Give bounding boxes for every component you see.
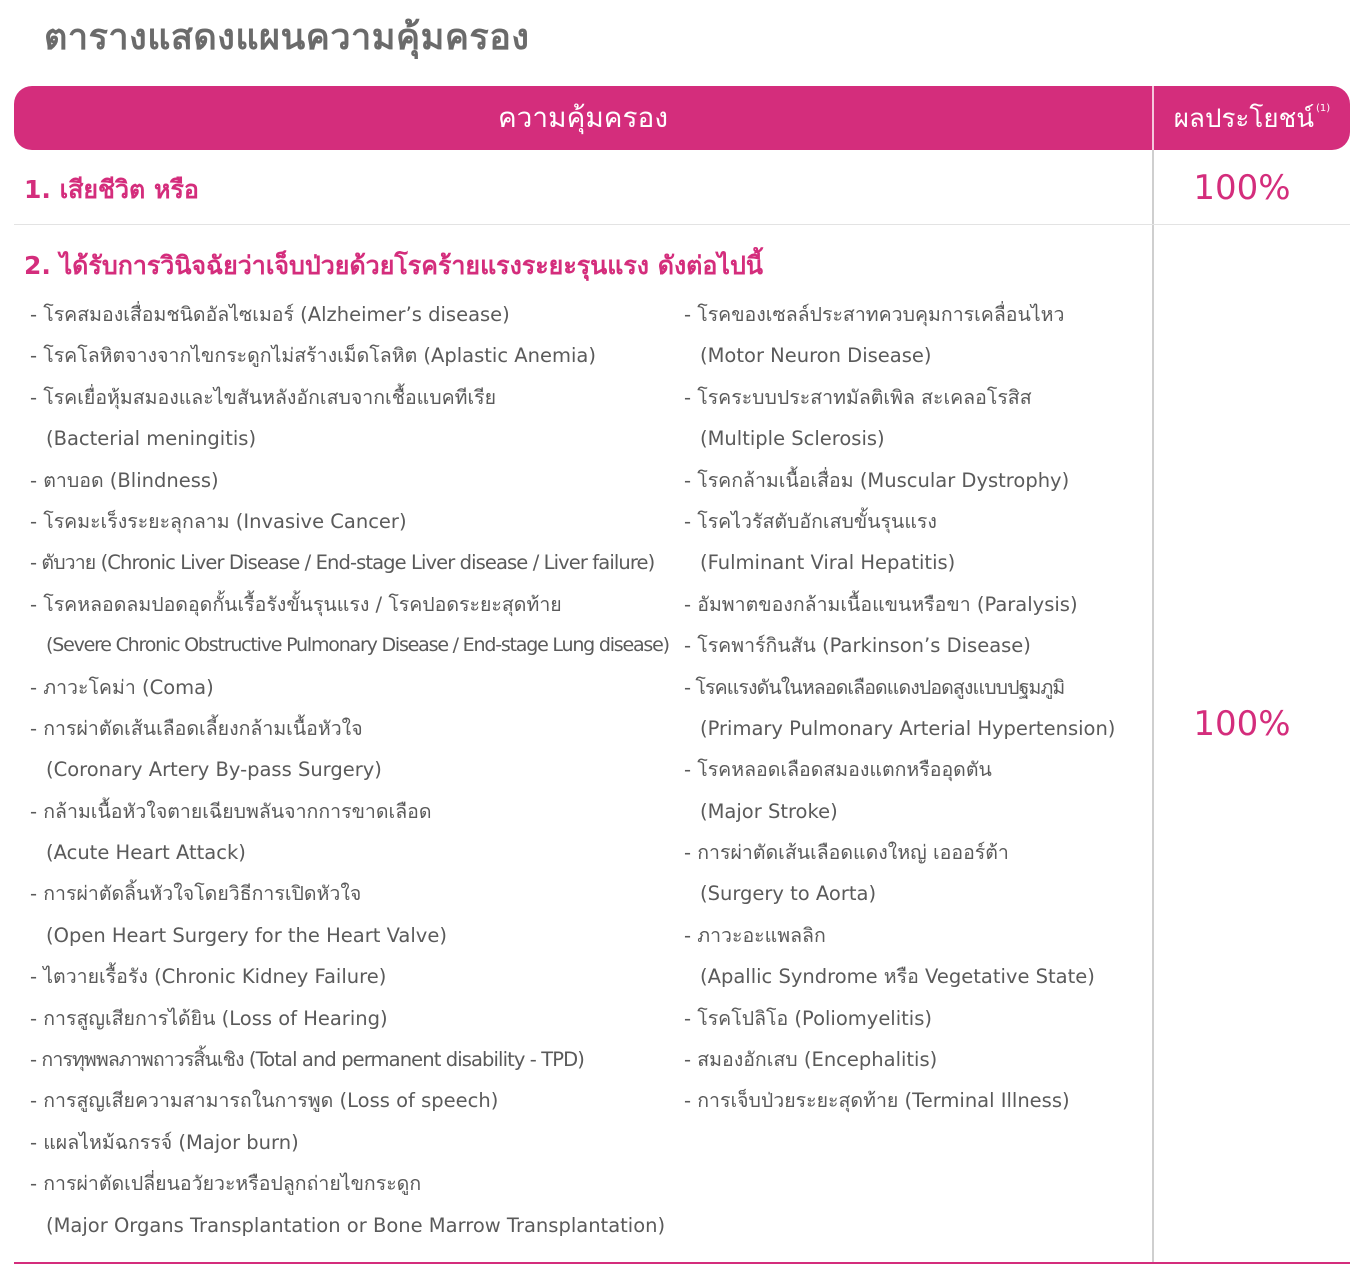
list-item-continuation: (Acute Heart Attack) (46, 841, 246, 865)
list-item-continuation: (Open Heart Surgery for the Heart Valve) (46, 923, 447, 947)
list-item-continuation: (Coronary Artery By-pass Surgery) (46, 758, 382, 782)
list-item: - การผ่าตัดเปลี่ยนอวัยวะหรือปลูกถ่ายไขกระดูก (30, 1172, 422, 1196)
list-item: - โรคแรงดันในหลอดเลือดแดงปอดสูงแบบปฐมภูมิ (684, 675, 1065, 699)
list-item: - ภาวะอะแพลลิก (684, 923, 826, 947)
table-bottom-border (14, 1262, 1350, 1264)
list-item: - โรคสมองเสื่อมชนิดอัลไซเมอร์ (Alzheimer’s disease) (30, 303, 510, 326)
list-item: - โรคหลอดเลือดสมองแตกหรืออุดตัน (684, 758, 992, 782)
list-item: - แผลไหม้ฉกรรจ์ (Major burn) (30, 1130, 299, 1154)
list-item-continuation: (Severe Chronic Obstructive Pulmonary Disease / End-stage Lung disease) (46, 634, 669, 657)
table-header (14, 86, 1350, 150)
list-item: - โรคเยื่อหุ้มสมองและไขสันหลังอักเสบจากเชื้อแบคทีเรีย (30, 385, 497, 409)
benefit-footnote-marker: (1) (1316, 102, 1331, 114)
list-item: - โรคมะเร็งระยะลุกลาม (Invasive Cancer) (30, 509, 407, 533)
list-item: - การผ่าตัดเส้นเลือดแดงใหญ่ เอออร์ต้า (684, 841, 1009, 865)
list-item: - โรคหลอดลมปอดอุดกั้นเรื้อรังขั้นรุนแรง / โรคปอดระยะสุดท้าย (30, 592, 562, 616)
disease-list-right (684, 294, 1148, 1122)
list-item-continuation: (Surgery to Aorta) (700, 882, 877, 906)
list-item-continuation: (Apallic Syndrome หรือ Vegetative State) (700, 965, 1095, 989)
list-item: - ไตวายเรื้อรัง (Chronic Kidney Failure) (30, 965, 387, 989)
row-critical-illness-title: 2. ได้รับการวินิจฉัยว่าเจ็บป่วยด้วยโรคร้ายแรงระยะรุนแรง ดังต่อไปนี้ (24, 251, 763, 280)
list-item: - การทุพพลภาพถาวรสิ้นเชิง (Total and permanent disability - TPD) (30, 1048, 584, 1072)
list-item: - การผ่าตัดลิ้นหัวใจโดยวิธีการเปิดหัวใจ (30, 882, 362, 906)
list-item-continuation: (Primary Pulmonary Arterial Hypertension) (700, 716, 1116, 740)
list-item: - การสูญเสียการได้ยิน (Loss of Hearing) (30, 1006, 388, 1030)
row-death-benefit: 100% (1193, 168, 1291, 208)
list-item: - การผ่าตัดเส้นเลือดเลี้ยงกล้ามเนื้อหัวใจ (30, 716, 363, 740)
coverage-column-header: ความคุ้มครอง (497, 101, 669, 134)
list-item: - ตาบอด (Blindness) (30, 468, 219, 492)
list-item-continuation: (Major Organs Transplantation or Bone Marrow Transplantation) (46, 1213, 666, 1237)
list-item-continuation: (Major Stroke) (700, 799, 838, 823)
list-item: - โรคของเซลล์ประสาทควบคุมการเคลื่อนไหว (684, 303, 1065, 326)
list-item: - ภาวะโคม่า (Coma) (30, 675, 214, 699)
list-item-continuation: (Multiple Sclerosis) (700, 427, 885, 451)
page-title: ตารางแสดงแผนความคุ้มครอง (44, 17, 530, 58)
list-item: - โรคโปลิโอ (Poliomyelitis) (684, 1006, 932, 1030)
list-item: - การเจ็บป่วยระยะสุดท้าย (Terminal Illness) (684, 1089, 1070, 1113)
benefit-header-label: ผลประโยชน์ (1173, 103, 1315, 134)
list-item-continuation: (Fulminant Viral Hepatitis) (700, 551, 956, 575)
list-item: - โรคระบบประสาทมัลติเพิล สะเคลอโรสิส (684, 385, 1032, 409)
list-item-continuation: (Bacterial meningitis) (46, 427, 257, 451)
list-item: - โรคไวรัสตับอักเสบขั้นรุนแรง (684, 509, 937, 533)
list-item: - สมองอักเสบ (Encephalitis) (684, 1048, 938, 1072)
row-death-title: 1. เสียชีวิต หรือ (24, 175, 199, 204)
list-item: - โรคกล้ามเนื้อเสื่อม (Muscular Dystrophy) (684, 468, 1070, 492)
list-item: - ตับวาย (Chronic Liver Disease / End-stage Liver disease / Liver failure) (30, 551, 655, 575)
list-item: - อัมพาตของกล้ามเนื้อแขนหรือขา (Paralysis) (684, 592, 1078, 616)
list-item: - โรคโลหิตจางจากไขกระดูกไม่สร้างเม็ดโลหิต (Aplastic Anemia) (30, 344, 596, 368)
disease-list-left (30, 294, 680, 1246)
list-item: - การสูญเสียความสามารถในการพูด (Loss of speech) (30, 1089, 499, 1113)
row-divider (14, 224, 1350, 225)
row-critical-illness-benefit: 100% (1193, 704, 1291, 744)
list-item: - โรคพาร์กินสัน (Parkinson’s Disease) (684, 634, 1031, 658)
benefit-column-header (1154, 86, 1350, 150)
list-item-continuation: (Motor Neuron Disease) (700, 344, 932, 368)
list-item: - กล้ามเนื้อหัวใจตายเฉียบพลันจากการขาดเลือด (30, 799, 432, 823)
